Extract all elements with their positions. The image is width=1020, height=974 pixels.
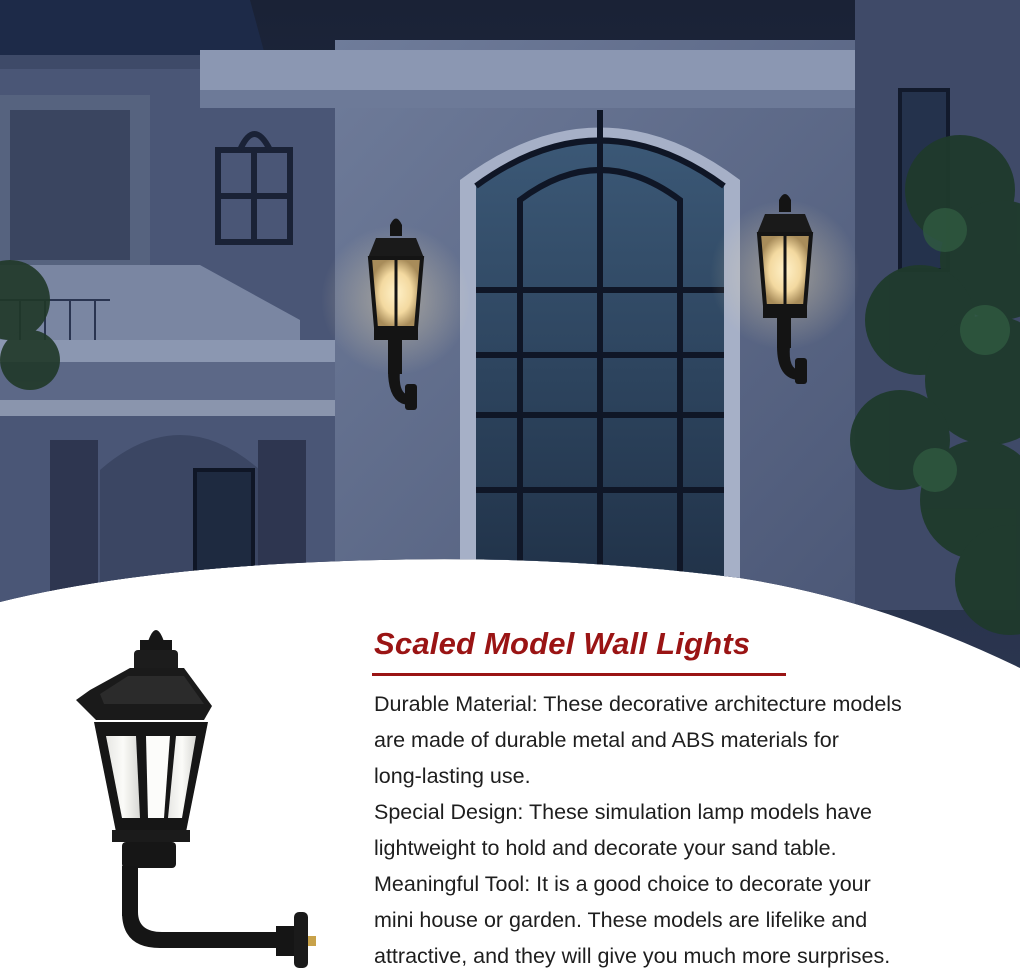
description-line: Durable Material: These decorative architecture models — [374, 692, 902, 716]
description-line: attractive, and they will give you much more surprises. — [374, 944, 891, 968]
description-line: lightweight to hold and decorate your sand table. — [374, 836, 837, 860]
description-line: are made of durable metal and ABS materials for — [374, 728, 839, 752]
description-line: Special Design: These simulation lamp models have — [374, 800, 872, 824]
product-description — [374, 686, 1014, 974]
product-headline: Scaled Model Wall Lights — [374, 626, 751, 661]
description-line: mini house or garden. These models are lifelike and — [374, 908, 868, 932]
wall-lamp-icon — [76, 630, 316, 968]
headline-underline — [372, 673, 786, 676]
description-line: Meaningful Tool: It is a good choice to decorate your — [374, 872, 871, 896]
description-line: long-lasting use. — [374, 764, 531, 788]
